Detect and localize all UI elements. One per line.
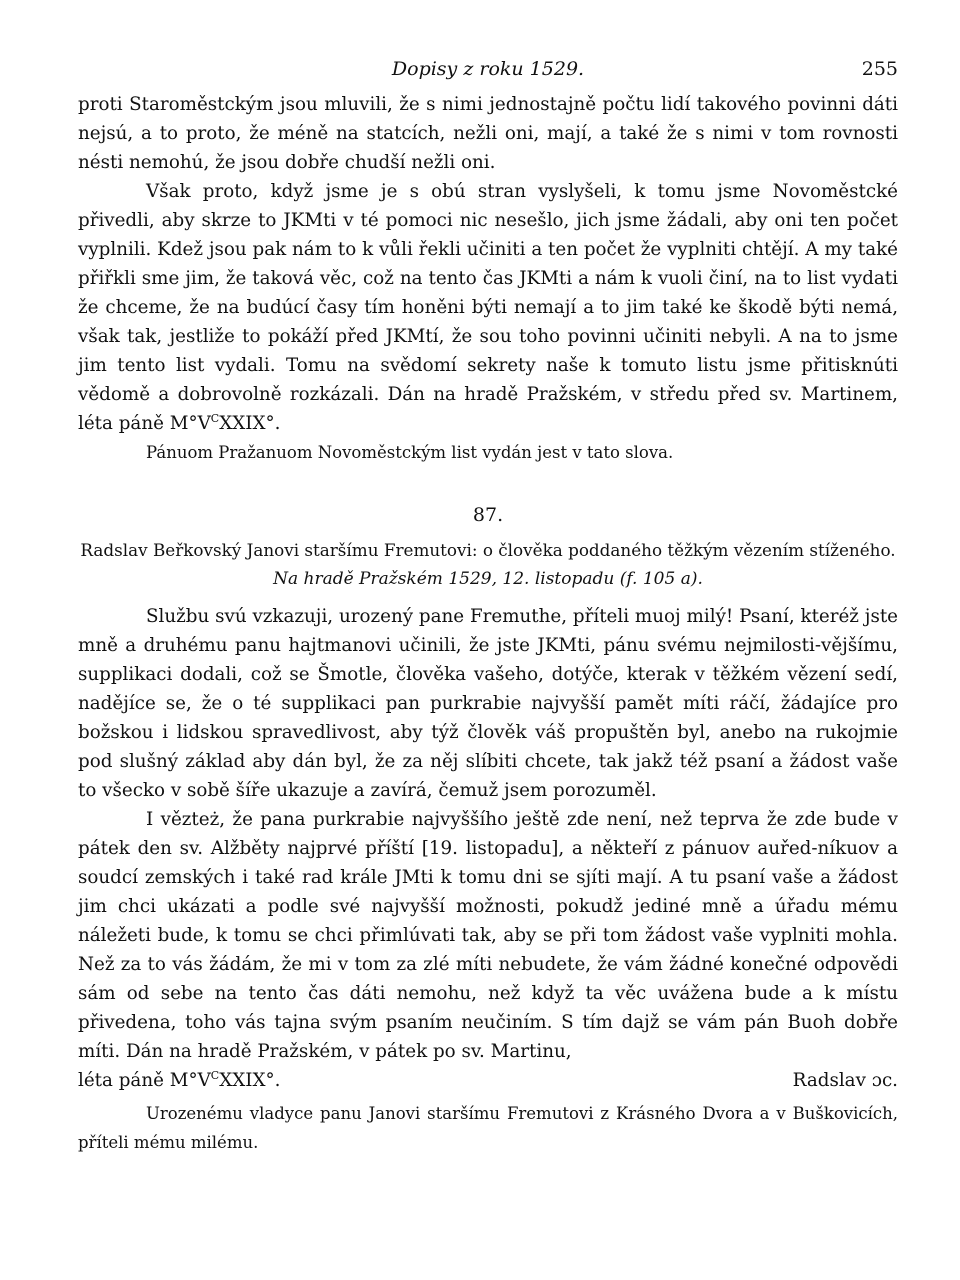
closing-date <box>78 1066 280 1095</box>
signature: Radslav ɔc. <box>792 1070 898 1091</box>
superscript-c: C <box>210 411 220 425</box>
paragraph-charter <box>78 177 898 438</box>
closing-date-end: XXIX°. <box>219 1070 281 1091</box>
section-subheading: Na hradě Pražském 1529, 12. listopadu (f. 105 a). <box>273 569 703 589</box>
section-heading: Radslav Beřkovský Janovi staršímu Fremutovi: o člověka poddaného těžkým vězením stíženého. <box>80 540 896 560</box>
page-number: 255 <box>861 58 898 80</box>
running-title: Dopisy z roku 1529. <box>391 58 585 80</box>
letter-paragraph-2: I vězteż, že pana purkrabie najvyššího ještě zde není, než teprva že zde bude v pátek den sv. Alžběty najprvé příští [19. listopadu], a někteří z pánuov auřed-níkuov a soudcí zemských i také rad krále JMti k tomu dni se sjíti mají. A tu psaní vaše a žádost jim chci ukázati a podle své najvyšší možnosti, pokudž jediné mně a úřadu mému náležeti bude, k tomu se chci přimlúvati tak, aby se při tom žádost vaše vyplniti mohla. Než za to vás žádám, že mi v tom za zlé míti nebudete, že vám žádné konečné odpovědi sám od sebe na tento čas dáti nemohu, než když ta věc uvážena bude a k místu přivedena, toho vás tajna svým psaním neučiním. S tím dajž se vám pán Buoh dobře míti. Dán na hradě Pražském, v pátek po sv. Martinu, <box>78 809 898 1062</box>
closing-superscript-c: C <box>210 1068 220 1082</box>
running-head <box>78 52 898 82</box>
paragraph-charter-text: Však proto, když jsme je s obú stran vyslyšeli, k tomu jsme Novoměstcké přivedli, aby skrze to JKMti v té pomoci nic nesešlo, jich jsme žádali, aby oni ten počet vyplnili. Kdež jsou pak nám to k vůli řekli učiniti a ten počet že vyplniti chtějí. A my také přiřkli sme jim, že taková věc, což na tento čas JKMti a nám k vuoli činí, na to list vydati že chceme, že na budúcí časy tím honěni býti nemají a to jim také ke škodě býti nemá, však tak, jestliže to pokáží před JKMtí, že sou toho povinni učiniti nebyli. A na to jsme jim tento list vydali. Tomu na svědomí sekrety naše k tomuto listu jsme přitisknúti vědomě a dobrovolně rozkázali. Dán na hradě Pražském, v středu před sv. Martinem, léta páně M°V <box>78 181 898 434</box>
closing-date-text: léta páně M°V <box>78 1070 211 1091</box>
document-page <box>78 52 898 1157</box>
address-note: Urozenému vladyce panu Janovi staršímu Fremutovi z Krásného Dvora a v Buškovicích, příteli mému milému. <box>78 1104 898 1152</box>
paragraph-continuation: proti Staroměstckým jsou mluvili, že s nimi jednostajně počtu lidí takového povinni dáti nejsú, a to proto, že méně na statcích, nežli oni, mají, a také že s nimi v tom rovnosti nésti nemohú, že jsou dobře chudší nežli oni. <box>78 94 898 173</box>
letter-paragraph-1: Službu svú vzkazuji, urozený pane Fremuthe, příteli muoj milý! Psaní, kteréž jste mně a druhému panu hajtmanovi učinili, že jste JKMti, pánu svému nejmilosti-vějšímu, supplikaci dodali, což se Šmotle, člověka vašeho, dotýče, kterak v těžkém vězení sedí, nadějíce se, že o té supplikaci pan purkrabie najvyšší pamět míti ráčí, žádajíce pro božskou i lidskou spravedlivost, aby týž člověk váš propuštěn byl, anebo na rukojmie pod slušný základ aby dán byl, že za něj slíbiti chcete, tak jakž též psaní a žádost vaše to všecko v sobě šíře ukazuje a zavírá, čemuž jsem porozuměl. <box>78 606 898 801</box>
paragraph-charter-end: XXIX°. <box>219 413 281 434</box>
closing-line <box>78 1066 898 1095</box>
note-top: Pánuom Pražanuom Novoměstckým list vydán jest v tato slova. <box>146 443 674 462</box>
section-number: 87. <box>472 504 504 526</box>
